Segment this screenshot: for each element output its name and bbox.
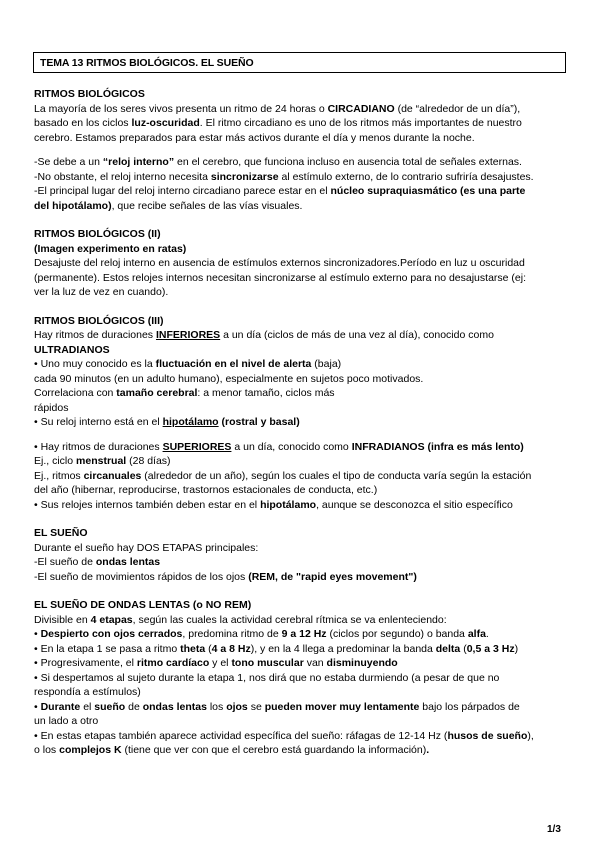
paragraph-line: ULTRADIANOS xyxy=(34,343,110,356)
paragraph-line: un lado a otro xyxy=(34,715,99,727)
paragraph-line: del año (hibernar, reproducirse, trastornos estacionales de conducta, etc.) xyxy=(34,484,378,496)
section-subheading: (Imagen experimento en ratas) xyxy=(34,242,187,255)
paragraph-line: -El sueño de movimientos rápidos de los ojos (REM, de "rapid eyes movement") xyxy=(34,570,417,583)
paragraph-line: Divisible en 4 etapas, según las cuales la actividad cerebral rítmica se va enlenteciendo: xyxy=(34,613,447,626)
section-heading-ritmos-biologicos: RITMOS BIOLÓGICOS xyxy=(34,88,145,100)
paragraph-line: La mayoría de los seres vivos presenta un ritmo de 24 horas o CIRCADIANO (de “alrededor de un día”), xyxy=(34,102,521,115)
paragraph-line: • En la etapa 1 se pasa a ritmo theta (4 a 8 Hz), y en la 4 llega a predominar la banda delta (0,5 a 3 Hz) xyxy=(34,642,519,655)
paragraph-line: • Su reloj interno está en el hipotálamo (rostral y basal) xyxy=(34,416,300,428)
paragraph-line: cerebro. Estamos preparados para estar más activos durante el día y menos durante la noche. xyxy=(34,131,475,144)
section-heading-ondas-lentas: EL SUEÑO DE ONDAS LENTAS (o NO REM) xyxy=(34,599,252,611)
paragraph-line: • Hay ritmos de duraciones SUPERIORES a un día, conocido como INFRADIANOS (infra es más lento) xyxy=(34,440,524,453)
document-title: TEMA 13 RITMOS BIOLÓGICOS. EL SUEÑO xyxy=(40,57,254,69)
paragraph-line: cada 90 minutos (en un adulto humano), especialmente en sujetos poco motivados. xyxy=(34,372,424,385)
title-box xyxy=(33,52,566,73)
paragraph-line: • En estas etapas también aparece actividad específica del sueño: ráfagas de 12-14 Hz (husos de sueño), xyxy=(34,729,534,742)
paragraph-line: Correlaciona con tamaño cerebral: a menor tamaño, ciclos más xyxy=(34,387,335,399)
paragraph-line: Durante el sueño hay DOS ETAPAS principales: xyxy=(34,541,259,554)
paragraph-line: basado en los ciclos luz-oscuridad. El ritmo circadiano es uno de los ritmos más importantes de nuestro xyxy=(34,117,522,129)
paragraph-line: ver la luz de vez en cuando). xyxy=(34,286,169,298)
section-heading-el-sueno: EL SUEÑO xyxy=(34,527,88,539)
paragraph-line: Ej., ciclo menstrual (28 días) xyxy=(34,455,171,467)
section-heading-ritmos-biologicos-iii: RITMOS BIOLÓGICOS (III) xyxy=(34,314,164,327)
paragraph-line: • Progresivamente, el ritmo cardíaco y el tono muscular van disminuyendo xyxy=(34,657,398,669)
paragraph-line: o los complejos K (tiene que ver con que el cerebro está guardando la información). xyxy=(34,744,430,756)
document-body xyxy=(34,87,570,758)
section-heading-ritmos-biologicos-ii: RITMOS BIOLÓGICOS (II) xyxy=(34,228,161,240)
paragraph-line: -El principal lugar del reloj interno circadiano parece estar en el núcleo supraquiasmático (es una parte xyxy=(34,185,526,197)
paragraph-line: -Se debe a un “reloj interno” en el cerebro, que funciona incluso en ausencia total de señales externas. xyxy=(34,156,522,168)
paragraph-line: del hipotálamo), que recibe señales de las vías visuales. xyxy=(34,199,303,212)
paragraph-line: Hay ritmos de duraciones INFERIORES a un día (ciclos de más de una vez al día), conocido como xyxy=(34,329,494,341)
paragraph-line: respondía a estímulos) xyxy=(34,686,141,698)
paragraph-line: (permanente). Estos relojes internos necesitan sincronizarse al estímulo externo para no desajustarse (ej: xyxy=(34,271,526,284)
paragraph-line: • Uno muy conocido es la fluctuación en el nivel de alerta (baja) xyxy=(34,358,342,370)
paragraph-line: • Durante el sueño de ondas lentas los ojos se pueden mover muy lentamente bajo los párpados de xyxy=(34,700,520,713)
page-number: 1/3 xyxy=(547,824,561,835)
paragraph-line: • Despierto con ojos cerrados, predomina ritmo de 9 a 12 Hz (ciclos por segundo) o banda alfa. xyxy=(34,628,489,640)
paragraph-line: -El sueño de ondas lentas xyxy=(34,556,161,568)
paragraph-line: rápidos xyxy=(34,401,69,414)
paragraph-line: Desajuste del reloj interno en ausencia de estímulos externos sincronizadores.Período en luz u oscuridad xyxy=(34,257,525,269)
paragraph-line: -No obstante, el reloj interno necesita sincronizarse al estímulo externo, de lo contrario sufriría desajustes. xyxy=(34,170,534,183)
paragraph-line: • Si despertamos al sujeto durante la etapa 1, nos dirá que no estaba durmiendo (a pesar de que no xyxy=(34,671,500,684)
paragraph-line: Ej., ritmos circanuales (alrededor de un año), según los cuales el tipo de conducta varía según la estación xyxy=(34,469,532,482)
paragraph-line: • Sus relojes internos también deben estar en el hipotálamo, aunque se desconozca el sitio específico xyxy=(34,498,513,511)
